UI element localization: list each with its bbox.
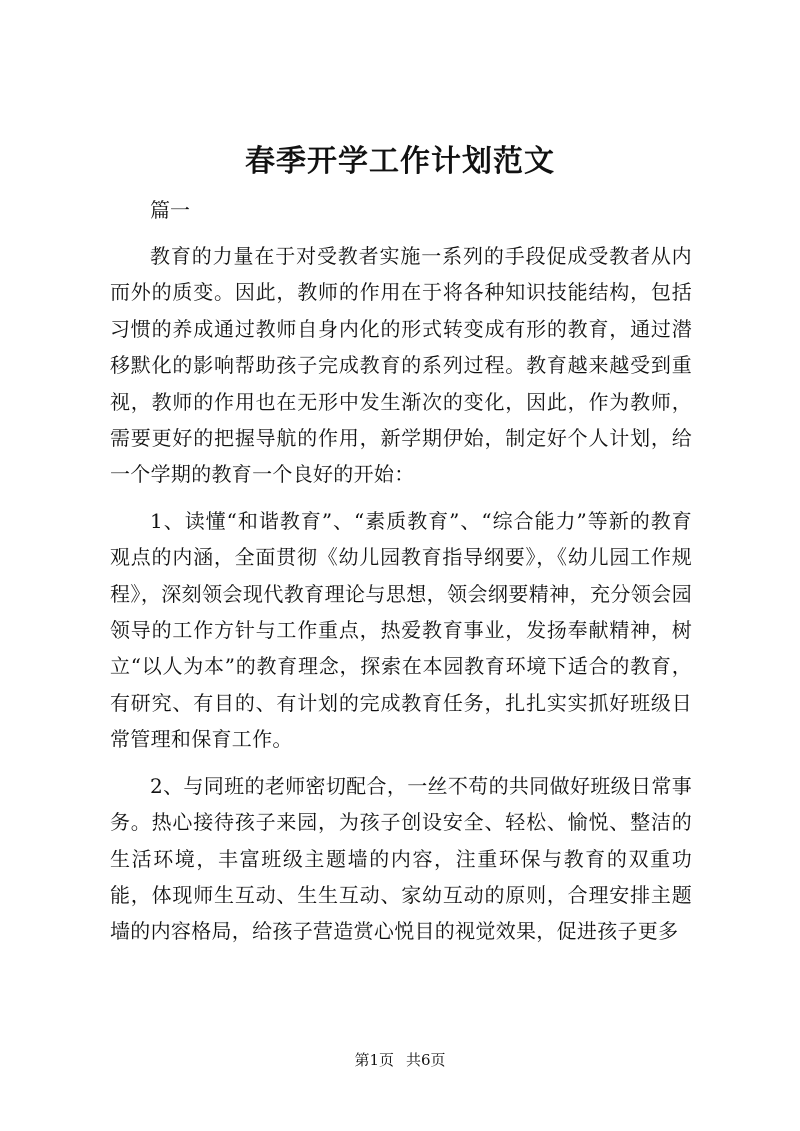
section-label: 篇一: [150, 198, 190, 222]
paragraph-intro: 教育的力量在于对受教者实施一系列的手段促成受教者从内而外的质变。因此，教师的作用在于将各种知识技能结构，包括习惯的养成通过教师自身内化的形式转变成有形的教育，通过潜移默化的影响帮助孩子完成教育的系列过程。教育越来越受到重视，教师的作用也在无形中发生渐次的变化，因此，作为教师，需要更好的把握导航的作用，新学期伊始，制定好个人计划，给一个学期的教育一个良好的开始：: [110, 244, 692, 487]
page-number: 第1页: [354, 1051, 394, 1069]
page-total: 共6页: [406, 1051, 446, 1069]
paragraph-item-1: 1、读懂“和谐教育”、“素质教育”、“综合能力”等新的教育观点的内涵，全面贯彻《幼儿园教育指导纲要》，《幼儿园工作规程》，深刻领会现代教育理论与思想，领会纲要精神，充分领会园领导的工作方针与工作重点，热爱教育事业，发扬奉献精神，树立“以人为本”的教育理念，探索在本园教育环境下适合的教育，有研究、有目的、有计划的完成教育任务，扎扎实实抓好班级日常管理和保育工作。: [110, 508, 692, 752]
document-body: [110, 188, 692, 950]
paragraph-item-2: 2、与同班的老师密切配合，一丝不苟的共同做好班级日常事务。热心接待孩子来园，为孩子创设安全、轻松、愉悦、整洁的生活环境，丰富班级主题墙的内容，注重环保与教育的双重功能，体现师生互动、生生互动、家幼互动的原则，合理安排主题墙的内容格局，给孩子营造赏心悦目的视觉效果，促进孩子更多: [110, 773, 692, 944]
document-title: 春季开学工作计划范文: [245, 144, 555, 179]
page-footer: [0, 1048, 800, 1072]
